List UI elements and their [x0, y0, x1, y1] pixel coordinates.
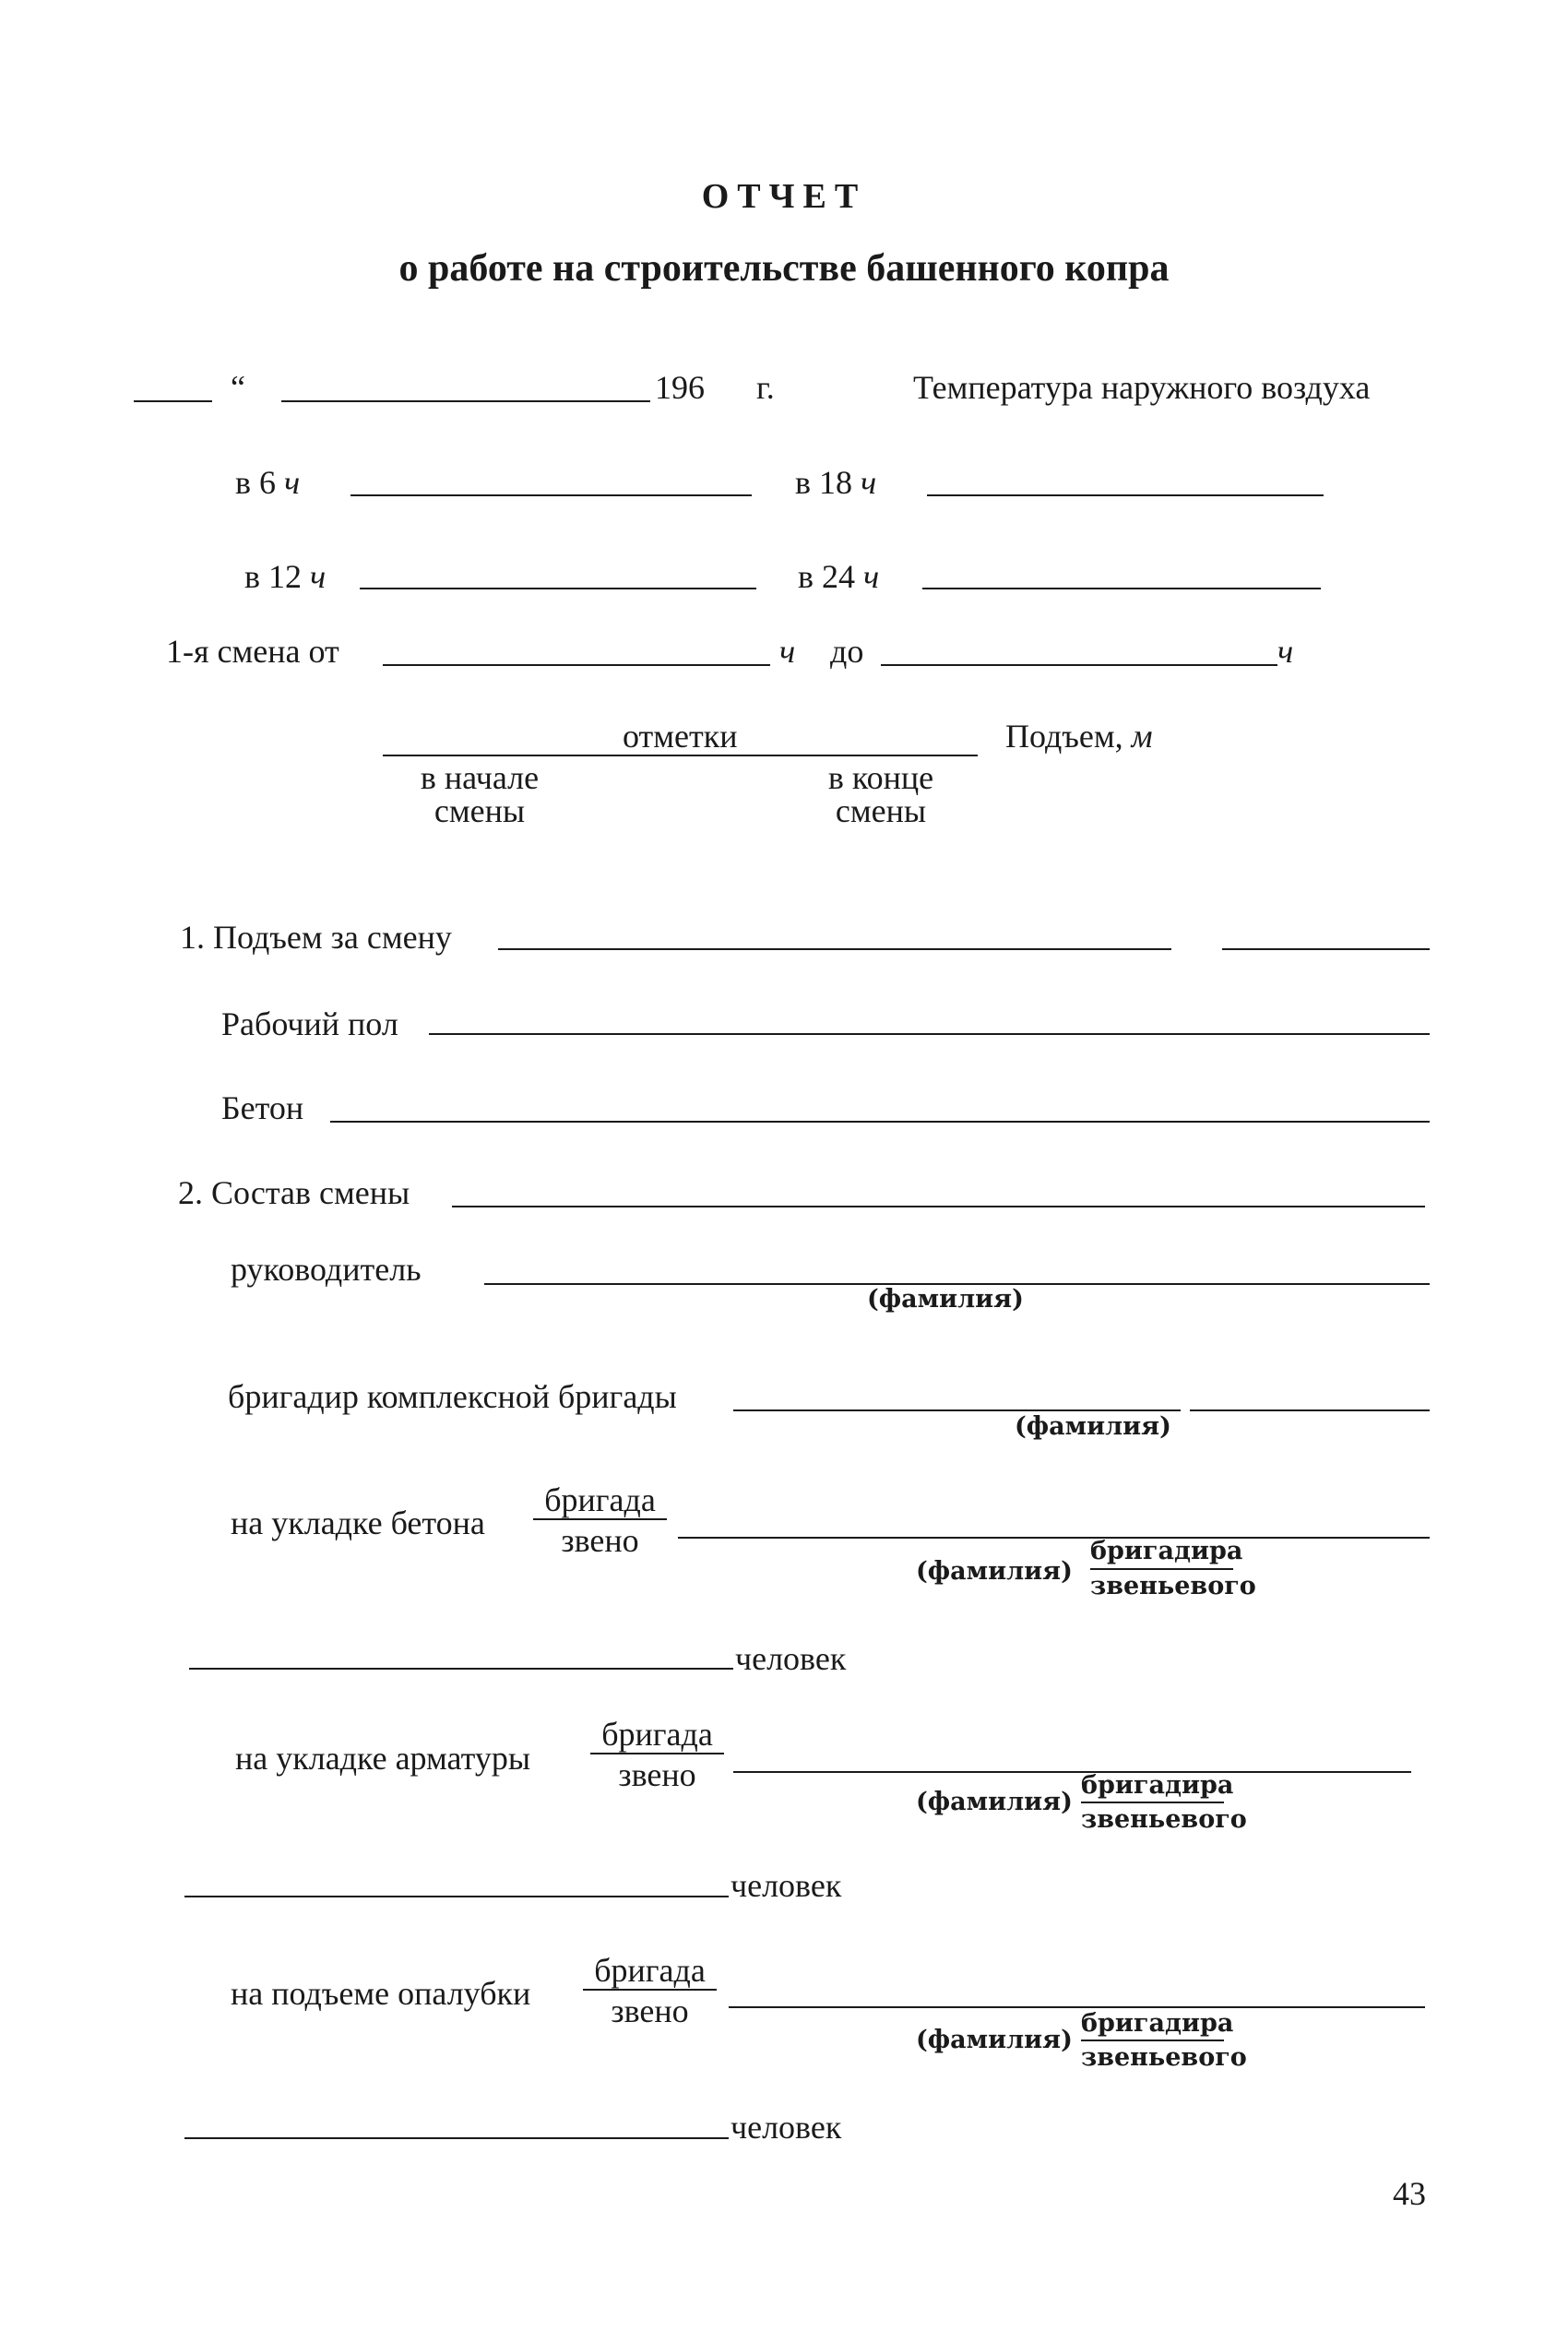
concrete-laying-line[interactable]: [678, 1537, 1430, 1539]
t12-line[interactable]: [360, 588, 756, 589]
formwork-linkleader-den: звеньевого: [1081, 2043, 1247, 2072]
concrete-link-den: звено: [561, 1522, 639, 1559]
working-floor-label: Рабочий пол: [221, 1005, 398, 1042]
rebar-surname-caption: (фамилия): [916, 1788, 1073, 1816]
concrete-fraction-bar: [533, 1518, 667, 1520]
crew-label: 2. Состав смены: [178, 1174, 410, 1211]
formwork-people-line[interactable]: [184, 2137, 729, 2139]
concrete-people-label: человек: [735, 1640, 847, 1677]
marks-line: [383, 755, 978, 756]
rebar-link-den: звено: [618, 1756, 696, 1793]
concrete-surname-caption: (фамилия): [916, 1557, 1073, 1586]
concrete-caption-bar: [1090, 1568, 1233, 1570]
document-subtitle: о работе на строительстве башенного копра: [398, 247, 1170, 290]
day-line[interactable]: [134, 400, 212, 402]
rebar-linkleader-den: звеньевого: [1081, 1805, 1247, 1834]
concrete-line[interactable]: [330, 1121, 1430, 1123]
rise-per-shift-line-b[interactable]: [1222, 948, 1430, 950]
t6-label: в 6 ч: [235, 464, 301, 501]
formwork-lifting-label: на подъеме опалубки: [231, 1975, 531, 2012]
formwork-lifting-line[interactable]: [729, 2006, 1425, 2008]
concrete-foreman-num: бригадира: [1090, 1537, 1243, 1565]
t6-line[interactable]: [350, 494, 752, 496]
foreman-label: бригадир комплексной бригады: [228, 1378, 677, 1415]
leader-label: руководитель: [231, 1251, 422, 1288]
rebar-people-line[interactable]: [184, 1896, 729, 1897]
rebar-caption-bar: [1081, 1802, 1224, 1803]
temperature-label: Температура наружного воздуха: [913, 369, 1371, 406]
concrete-label: Бетон: [221, 1089, 304, 1126]
t18-label: в 18 ч: [795, 464, 877, 501]
formwork-caption-bar: [1081, 2040, 1224, 2041]
formwork-fraction-bar: [583, 1989, 717, 1991]
concrete-people-line[interactable]: [189, 1668, 733, 1670]
shift-from-unit: ч: [779, 633, 796, 670]
concrete-linkleader-den: звеньевого: [1090, 1572, 1256, 1600]
t24-line[interactable]: [922, 588, 1321, 589]
working-floor-line[interactable]: [429, 1033, 1430, 1035]
shift-from-line[interactable]: [383, 664, 770, 666]
formwork-surname-caption: (фамилия): [916, 2026, 1073, 2054]
rebar-people-label: человек: [731, 1867, 842, 1904]
t12-label: в 12 ч: [244, 558, 327, 595]
leader-surname-caption: (фамилия): [867, 1285, 1024, 1314]
year-suffix: г.: [756, 369, 775, 406]
shift-to-label: до: [830, 633, 864, 670]
rebar-laying-line[interactable]: [733, 1771, 1411, 1773]
crew-line[interactable]: [452, 1206, 1425, 1207]
rebar-fraction-bar: [590, 1753, 724, 1754]
concrete-laying-label: на укладке бетона: [231, 1504, 485, 1541]
rebar-laying-label: на укладке арматуры: [235, 1740, 531, 1777]
marks-start: в начале смены: [420, 759, 540, 829]
shift-label: 1-я смена от: [166, 633, 339, 670]
shift-to-unit: ч: [1277, 633, 1294, 670]
formwork-foreman-num: бригадира: [1081, 2009, 1234, 2038]
page-number: 43: [1393, 2175, 1426, 2212]
foreman-line-b[interactable]: [1190, 1409, 1430, 1411]
t18-line[interactable]: [927, 494, 1324, 496]
rise-label: Подъем, м: [1005, 718, 1153, 755]
date-quote: “: [231, 369, 245, 406]
rise-per-shift-label: 1. Подъем за смену: [180, 919, 452, 956]
formwork-people-label: человек: [731, 2109, 842, 2146]
rise-per-shift-line-a[interactable]: [498, 948, 1171, 950]
formwork-brigade-num: бригада: [594, 1952, 706, 1989]
year-label: 196: [655, 369, 705, 406]
foreman-surname-caption: (фамилия): [1015, 1412, 1171, 1441]
formwork-link-den: звено: [611, 1992, 689, 2029]
document-title: ОТЧЕТ: [701, 177, 867, 216]
rebar-brigade-num: бригада: [601, 1716, 713, 1753]
marks-title: отметки: [623, 718, 738, 755]
foreman-line-a[interactable]: [733, 1409, 1181, 1411]
concrete-brigade-num: бригада: [544, 1481, 656, 1518]
t24-label: в 24 ч: [798, 558, 880, 595]
marks-end: в конце смены: [827, 759, 934, 829]
month-line[interactable]: [281, 400, 650, 402]
rebar-foreman-num: бригадира: [1081, 1771, 1234, 1800]
shift-to-line[interactable]: [881, 664, 1277, 666]
